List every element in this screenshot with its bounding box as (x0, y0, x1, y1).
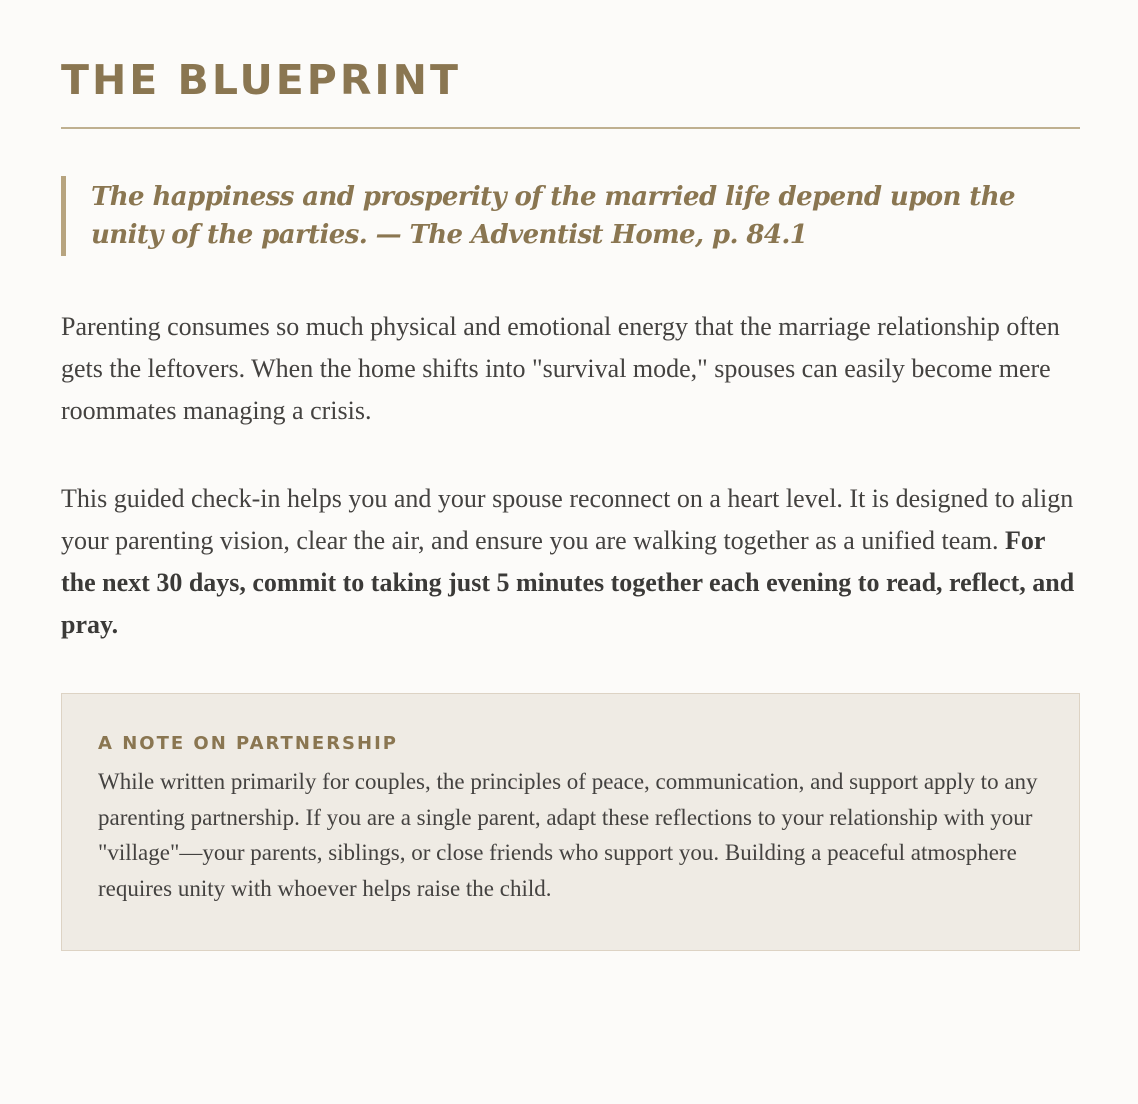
commitment-callout: For the next 30 days, commit to taking just 5 minutes together each evening to read, reflect, and pray. (61, 526, 1075, 639)
partnership-note-box (61, 693, 1080, 951)
note-body: While written primarily for couples, the principles of peace, communication, and support apply to any parenting partnership. If you are a single parent, adapt these reflections to your relationship with your "village"—your parents, siblings, or close friends who support you. Building a peaceful atmosphere requires unity with whoever helps raise the child. (98, 769, 1038, 901)
note-heading: A NOTE ON PARTNERSHIP (98, 733, 398, 754)
pull-quote-text: The happiness and prosperity of the married life depend upon the unity of the parties. — The Adventist Home, p. 84.1 (91, 182, 1015, 250)
page-title: THE BLUEPRINT (61, 56, 461, 104)
intro-paragraph-2 (61, 478, 1080, 646)
pull-quote (61, 176, 1080, 256)
title-divider (61, 127, 1080, 129)
intro-paragraph-1: Parenting consumes so much physical and emotional energy that the marriage relationship often gets the leftovers. When the home shifts into "survival mode," spouses can easily become mere roommates managing a crisis. (61, 312, 1060, 425)
intro-paragraph-2-text: This guided check-in helps you and your spouse reconnect on a heart level. It is designed to align your parenting vision, clear the air, and ensure you are walking together as a unified team. (61, 484, 1074, 555)
